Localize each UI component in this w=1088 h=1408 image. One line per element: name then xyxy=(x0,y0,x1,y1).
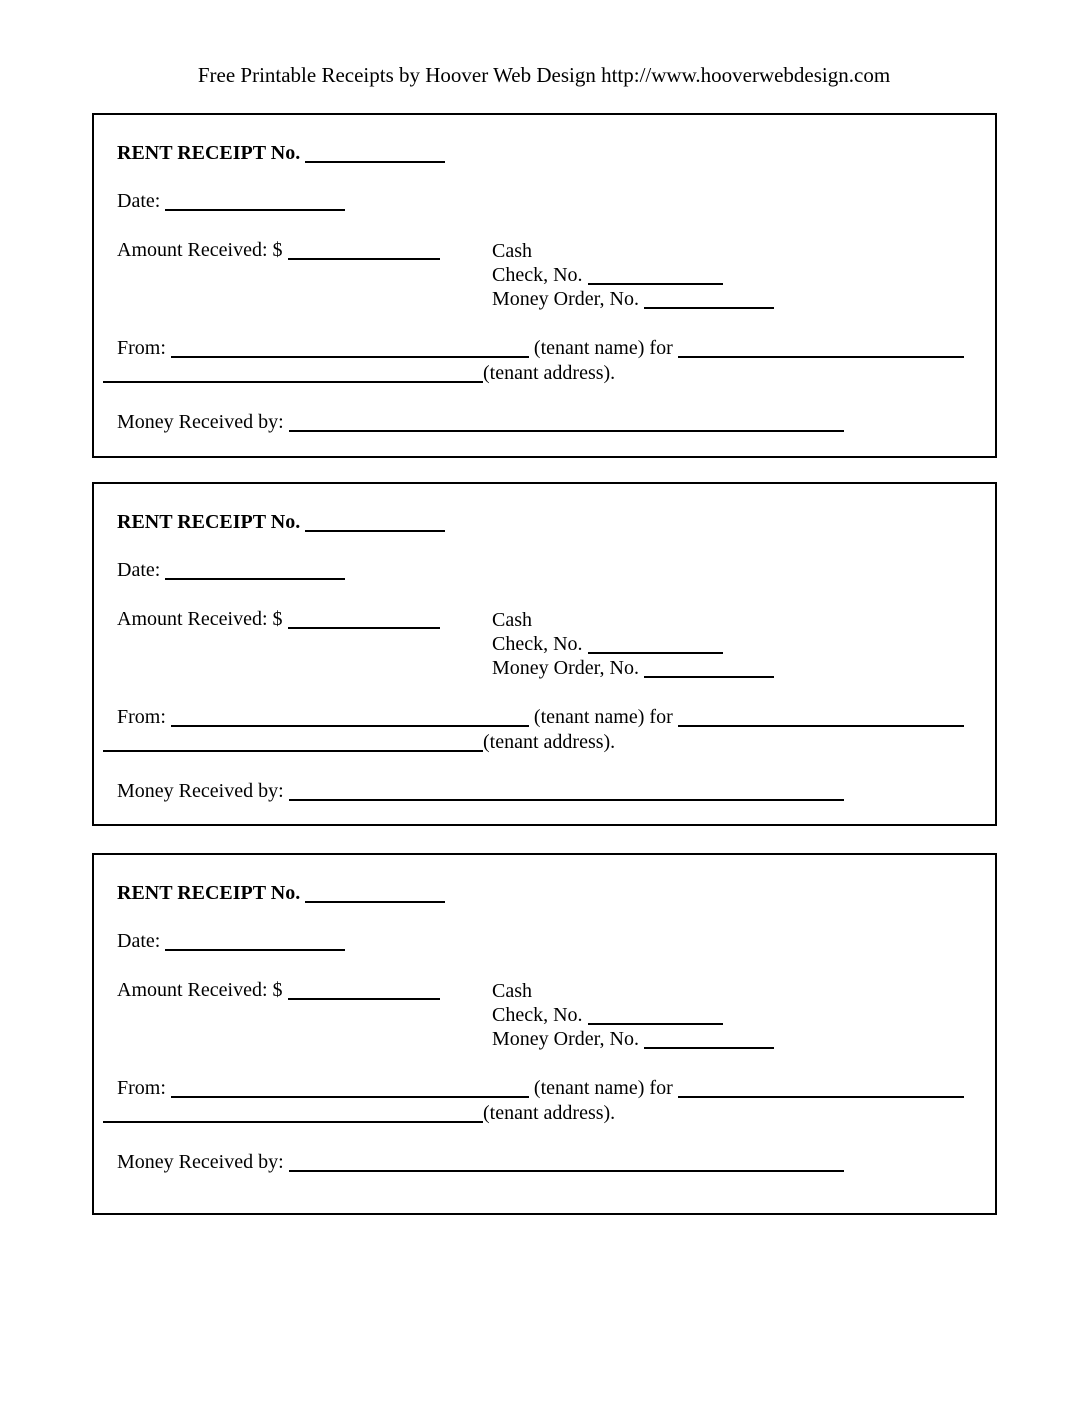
cash-label: Cash xyxy=(492,980,532,1002)
check-line xyxy=(492,632,774,656)
amount-received-label: Amount Received: $ xyxy=(117,979,283,1001)
money-order-line xyxy=(492,287,774,311)
money-order-line xyxy=(492,1027,774,1051)
receipt-no-blank xyxy=(305,143,445,163)
tenant-address-row xyxy=(103,731,615,754)
tenant-name-blank xyxy=(171,1078,529,1098)
receipt-title-row xyxy=(117,511,445,534)
amount-received-label: Amount Received: $ xyxy=(117,239,283,261)
tenant-name-for-label: (tenant name) for xyxy=(533,1077,673,1099)
page-header-note: Free Printable Receipts by Hoover Web Design http://www.hooverwebdesign.com xyxy=(197,63,891,87)
from-row xyxy=(117,337,964,360)
money-received-by-label: Money Received by: xyxy=(117,411,284,433)
receipt-title-label: RENT RECEIPT No. xyxy=(117,142,301,164)
date-row xyxy=(117,190,345,213)
check-no-blank xyxy=(588,1005,723,1025)
amount-blank xyxy=(288,240,440,260)
from-label: From: xyxy=(117,337,166,359)
date-label: Date: xyxy=(117,930,161,952)
money-order-line xyxy=(492,656,774,680)
amount-row xyxy=(117,239,440,262)
tenant-name-for-label: (tenant name) for xyxy=(533,337,673,359)
check-line xyxy=(492,1003,774,1027)
check-label: Check, No. xyxy=(492,1004,583,1026)
money-received-row xyxy=(117,780,844,803)
receipt-title-label: RENT RECEIPT No. xyxy=(117,882,301,904)
money-received-by-blank xyxy=(289,781,844,801)
money-received-row xyxy=(117,1151,844,1174)
tenant-for-blank xyxy=(678,338,964,358)
check-no-blank xyxy=(588,634,723,654)
from-row xyxy=(117,1077,964,1100)
tenant-for-blank xyxy=(678,707,964,727)
tenant-address-blank xyxy=(103,732,483,752)
cash-label: Cash xyxy=(492,609,532,631)
check-line xyxy=(492,263,774,287)
date-row xyxy=(117,930,345,953)
date-label: Date: xyxy=(117,559,161,581)
receipt-no-blank xyxy=(305,883,445,903)
check-label: Check, No. xyxy=(492,633,583,655)
amount-row xyxy=(117,979,440,1002)
date-blank xyxy=(165,191,345,211)
from-row xyxy=(117,706,964,729)
money-order-label: Money Order, No. xyxy=(492,1028,639,1050)
money-order-label: Money Order, No. xyxy=(492,657,639,679)
amount-row xyxy=(117,608,440,631)
check-no-blank xyxy=(588,265,723,285)
tenant-address-blank xyxy=(103,363,483,383)
money-received-by-label: Money Received by: xyxy=(117,780,284,802)
date-label: Date: xyxy=(117,190,161,212)
rent-receipt-2 xyxy=(92,482,997,826)
tenant-address-label: (tenant address). xyxy=(483,1102,616,1124)
tenant-name-blank xyxy=(171,338,529,358)
date-row xyxy=(117,559,345,582)
receipt-title-row xyxy=(117,882,445,905)
tenant-name-blank xyxy=(171,707,529,727)
tenant-name-for-label: (tenant name) for xyxy=(533,706,673,728)
money-order-no-blank xyxy=(644,289,774,309)
amount-blank xyxy=(288,980,440,1000)
amount-blank xyxy=(288,609,440,629)
from-label: From: xyxy=(117,1077,166,1099)
money-received-row xyxy=(117,411,844,434)
receipt-title-row xyxy=(117,142,445,165)
money-received-by-blank xyxy=(289,1152,844,1172)
money-order-label: Money Order, No. xyxy=(492,288,639,310)
rent-receipt-1 xyxy=(92,113,997,458)
payment-method-column xyxy=(492,608,774,680)
date-blank xyxy=(165,560,345,580)
money-order-no-blank xyxy=(644,1029,774,1049)
rent-receipt-3 xyxy=(92,853,997,1215)
check-label: Check, No. xyxy=(492,264,583,286)
tenant-address-row xyxy=(103,362,615,385)
tenant-address-row xyxy=(103,1102,615,1125)
amount-received-label: Amount Received: $ xyxy=(117,608,283,630)
receipt-title-label: RENT RECEIPT No. xyxy=(117,511,301,533)
tenant-address-label: (tenant address). xyxy=(483,731,616,753)
date-blank xyxy=(165,931,345,951)
tenant-address-blank xyxy=(103,1103,483,1123)
receipt-no-blank xyxy=(305,512,445,532)
money-received-by-label: Money Received by: xyxy=(117,1151,284,1173)
tenant-address-label: (tenant address). xyxy=(483,362,616,384)
cash-label: Cash xyxy=(492,240,532,262)
from-label: From: xyxy=(117,706,166,728)
payment-method-column xyxy=(492,239,774,311)
money-received-by-blank xyxy=(289,412,844,432)
payment-method-column xyxy=(492,979,774,1051)
money-order-no-blank xyxy=(644,658,774,678)
tenant-for-blank xyxy=(678,1078,964,1098)
